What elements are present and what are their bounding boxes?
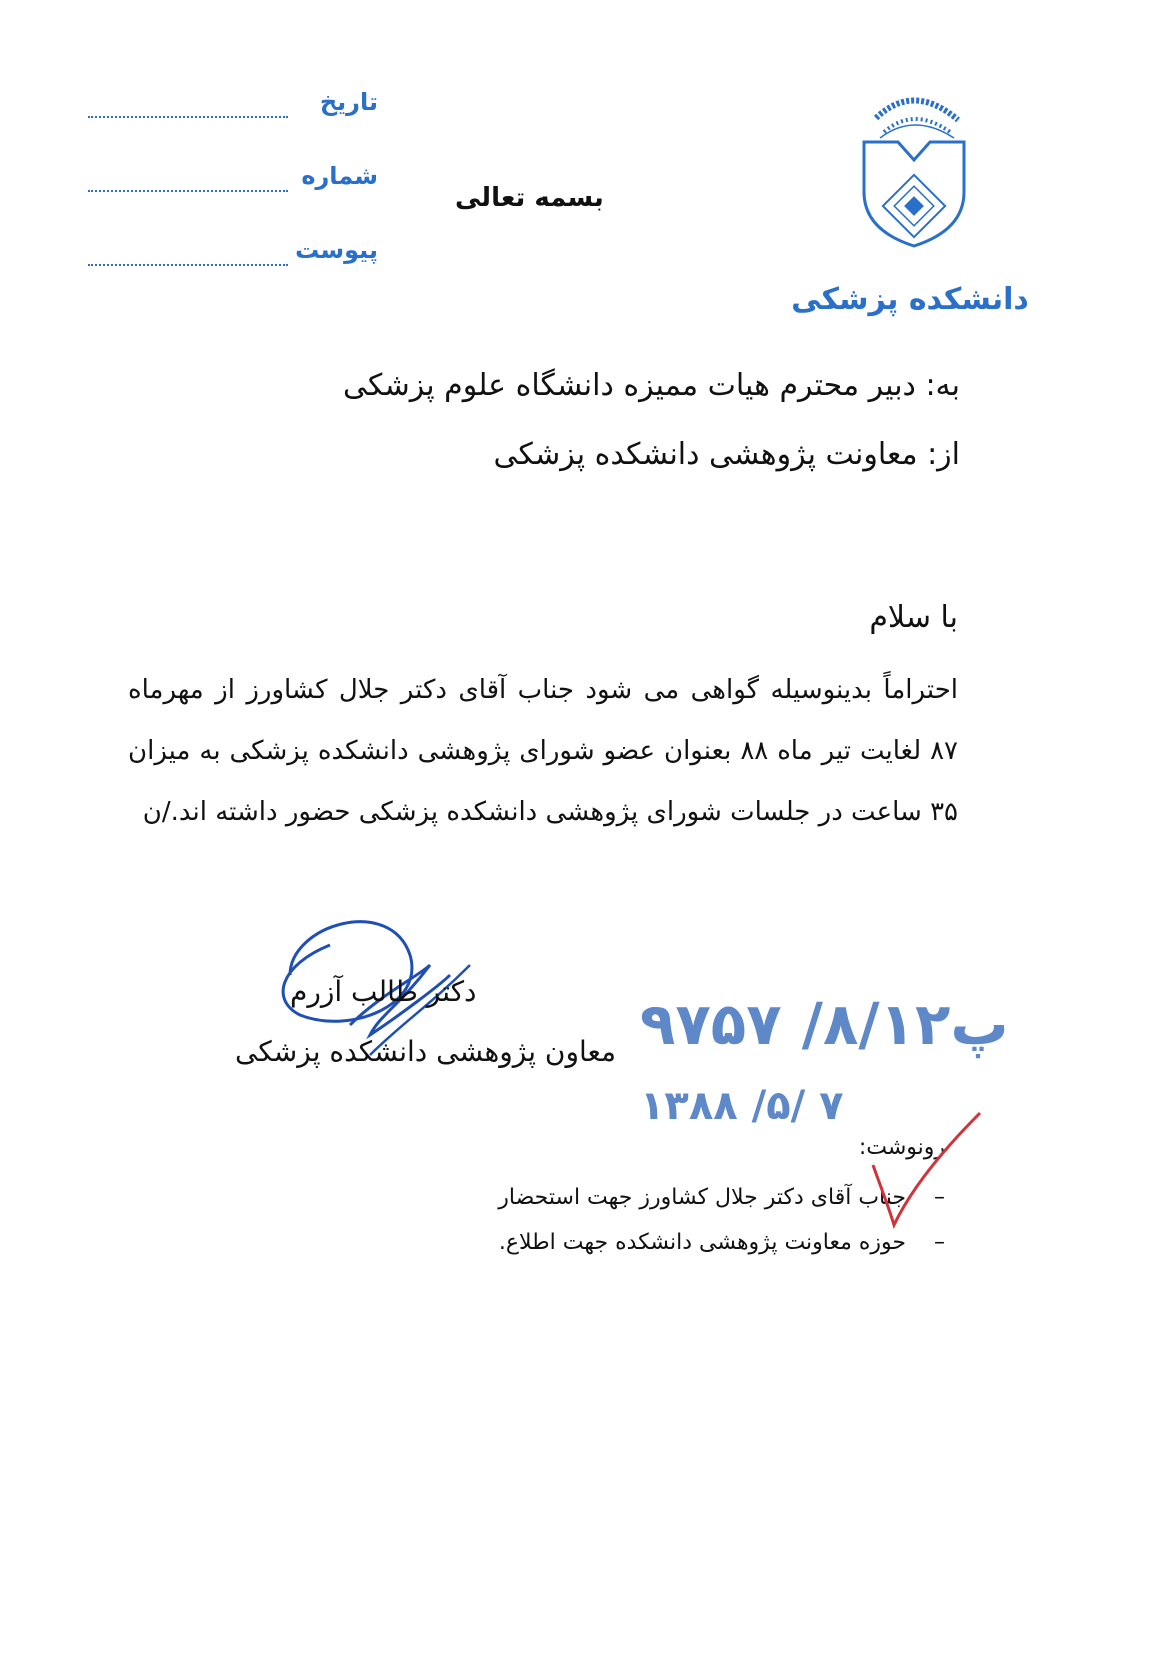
attachment-field (88, 236, 378, 276)
cc-title: رونوشت: (858, 1135, 945, 1160)
number-field (88, 162, 378, 202)
basmala: بسمه تعالی (455, 183, 604, 213)
date-dotted-line (88, 116, 288, 118)
number-label: شماره (301, 162, 378, 190)
signatory-title: معاون پژوهشی دانشکده پزشکی (235, 1035, 617, 1068)
attachment-label: پیوست (295, 236, 378, 264)
greeting: با سلام (869, 600, 958, 635)
letter-body: احتراماً بدینوسیله گواهی می شود جناب آقای دکتر جلال کشاورز از مهرماه ۸۷ لغایت تیر ماه ۸۸ بعنوان عضو شورای پژوهشی دانشکده پزشکی به میزان ۳۵ ساعت در جلسات شورای پژوهشی دانشکده پزشکی حضور داشته اند./ن (128, 675, 958, 827)
cc-item-recipient: – جناب آقای دکتر جلال کشاورز جهت استحضار (498, 1175, 945, 1220)
attachment-dotted-line (88, 264, 288, 266)
date-label: تاریخ (319, 88, 378, 116)
date-field (88, 88, 378, 128)
faculty-name: دانشکده پزشکی (791, 282, 1029, 317)
registration-number-stamp: ۹۷۵۷ /۸/۱۲پ (640, 990, 1009, 1058)
sender-line: از: معاونت پژوهشی دانشکده پزشکی (493, 437, 960, 472)
signatory-name: دکتر طالب آزرم (290, 975, 477, 1008)
cc-item-research-office: – حوزه معاونت پژوهشی دانشکده جهت اطلاع. (498, 1220, 945, 1265)
recipient-line: به: دبیر محترم هیات ممیزه دانشگاه علوم پزشکی (343, 368, 960, 403)
registration-date-stamp: ۱۳۸۸ /۵/ ۷ (640, 1083, 844, 1129)
number-dotted-line (88, 190, 288, 192)
check-mark-icon (868, 1105, 988, 1235)
university-logo (858, 80, 970, 250)
